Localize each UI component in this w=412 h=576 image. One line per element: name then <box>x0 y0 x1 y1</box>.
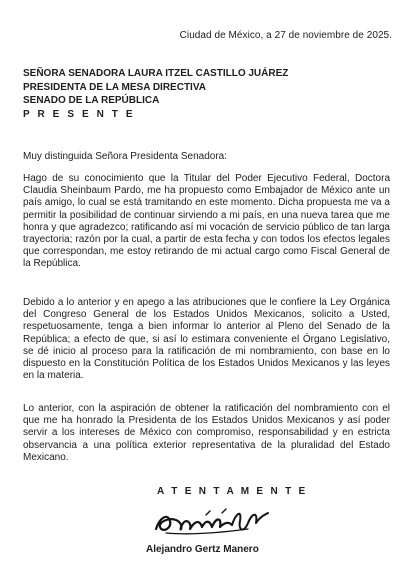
letter-greeting: Muy distinguida Señora Presidenta Senadora: <box>23 151 228 162</box>
handwritten-signature <box>148 503 278 543</box>
addressee-institution: SENADO DE LA REPÚBLICA <box>23 95 160 106</box>
body-paragraph-3: Lo anterior, con la aspiración de obtener la ratificación del nombramiento con el que me ha honrado la Presidenta de los Estados Unidos Mexicanos y así poder servir a los intereses de México con compromiso, responsabilidad y en estricta observancia a una política exterior representativa de la pluralidad del Estado Mexicano. <box>23 403 390 463</box>
signer-name: Alejandro Gertz Manero <box>146 544 259 555</box>
letter-closing: A T E N T A M E N T E <box>157 486 308 497</box>
addressee-present: P R E S E N T E <box>23 108 136 120</box>
addressee-name: SEÑORA SENADORA LAURA ITZEL CASTILLO JUÁREZ <box>23 68 289 79</box>
addressee-title: PRESIDENTA DE LA MESA DIRECTIVA <box>23 81 206 93</box>
body-paragraph-2: Debido a lo anterior y en apego a las atribuciones que le confiere la Ley Orgánica del Congreso General de los Estados Unidos Mexicanos, solicito a Usted, respetuosamente, tenga a bien informar lo anterior al Pleno del Senado de la República; a efecto de que, si así lo estimara conveniente el Órgano Legislativo, se dé inicio al proceso para la ratificación de mi nombramiento, con base en lo dispuesto en la Constitución Política de los Estados Unidos Mexicanos y las leyes en la materia. <box>23 297 390 382</box>
letter-date: Ciudad de México, a 27 de noviembre de 2025. <box>179 30 392 41</box>
body-paragraph-1: Hago de su conocimiento que la Titular del Poder Ejecutivo Federal, Doctora Claudia Sheinbaum Pardo, me ha propuesto como Embajador de México ante un país amigo, lo cual se está tramitando en este momento. Dicha propuesta me va a permitir la posibilidad de continuar sirviendo a mi país, en una nueva tarea que me honra y que agradezco; ratificando así mi vocación de servicio público de tan larga trayectoria; razón por la cual, a partir de esta fecha y con todos los efectos legales que correspondan, me estoy retirando de mi actual cargo como Fiscal General de la República. <box>23 173 390 270</box>
addressee-block <box>23 67 288 121</box>
